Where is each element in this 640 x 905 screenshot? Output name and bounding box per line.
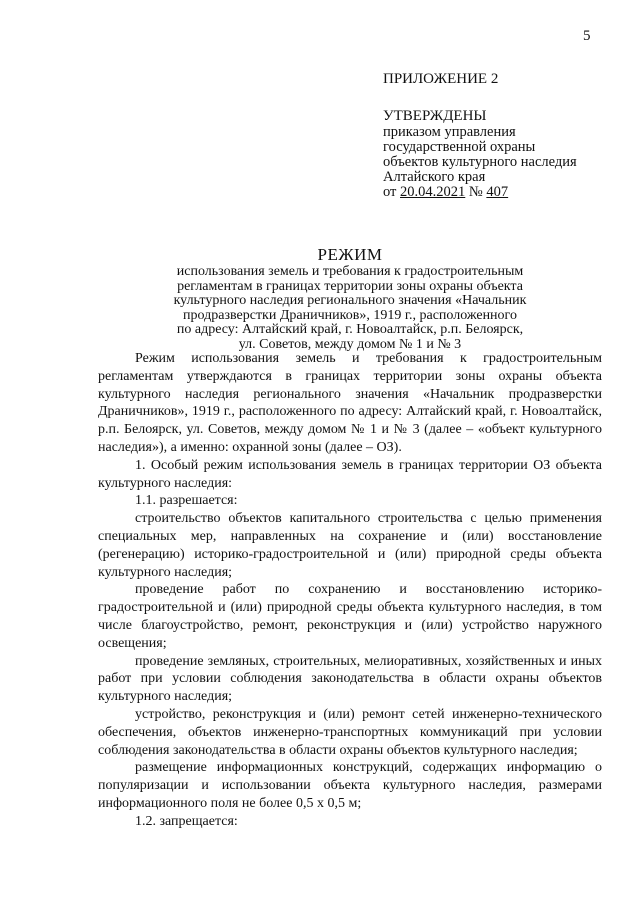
subtitle-line: ул. Советов, между домом № 1 и № 3 <box>238 336 462 352</box>
approval-header <box>383 72 628 200</box>
allowed-item: устройство, реконструкция и (или) ремонт сетей инженерно-технического обеспечения, объектов инженерно-транспортных коммуникаций при условии соблюдения законодательства в области охраны объектов культурного наследия; <box>98 706 602 758</box>
section-1-heading: 1. Особый режим использования земель в границах территории ОЗ объекта культурного наследия: <box>98 457 602 491</box>
subtitle-line: по адресу: Алтайский край, г. Новоалтайск, р.п. Белоярск, <box>176 322 524 337</box>
allowed-item: строительство объектов капитального строительства с целью применения специальных мер, направленных на сохранение и (или) восстановление (регенерацию) историко-градостроительной и (или) природной среды объекта культурного наследия; <box>98 511 602 580</box>
number-prefix: № <box>468 184 483 200</box>
subtitle-line: культурного наследия регионального значения «Начальник <box>173 293 527 308</box>
date-prefix: от <box>383 184 397 200</box>
order-date: 20.04.2021 <box>400 184 466 200</box>
subtitle-line: продразверстки Драничников», 1919 г., расположенного <box>183 307 517 323</box>
document-body <box>98 350 602 831</box>
appendix-label: ПРИЛОЖЕНИЕ 2 <box>383 71 499 87</box>
section-1-2-heading: 1.2. запрещается: <box>135 813 238 829</box>
allowed-item: проведение земляных, строительных, мелиоративных, хозяйственных и иных работ при условии соблюдения законодательства в области охраны объектов культурного наследия; <box>98 653 602 705</box>
allowed-item: размещение информационных конструкций, содержащих информацию о популяризации и использовании объекта культурного наследия, размерами информационного поля не более 0,5 х 0,5 м; <box>98 760 602 811</box>
section-1-1-heading: 1.1. разрешается: <box>135 493 238 509</box>
subtitle-line: использования земель и требования к градостроительным <box>176 264 524 279</box>
issuer-line: Алтайского края <box>383 169 486 185</box>
document-title-block <box>130 245 570 352</box>
intro-paragraph: Режим использования земель и требования к градостроительным регламентам утверждаются в границах территории зоны охраны объекта культурного наследия регионального значения «Начальник продразверстки Драничников», 1919 г., расположенного по адресу: Алтайский край, г. Новоалтайск, р.п. Белоярск, ул. Советов, между домом № 1 и № 3 (далее – «объект культурного наследия»), а именно: охранной зоны (далее – ОЗ). <box>98 351 602 455</box>
subtitle-line: регламентам в границах территории зоны охраны объекта <box>177 278 523 294</box>
approved-label: УТВЕРЖДЕНЫ <box>383 108 487 124</box>
order-date-number <box>383 185 628 200</box>
allowed-item: проведение работ по сохранению и восстановлению историко-градостроительной и (или) природной среды объекта культурного наследия, в том числе благоустройство, ремонт, реконструкция и (или) устройство наружного освещения; <box>98 582 602 651</box>
order-number: 407 <box>486 184 509 200</box>
issuer-line: государственной охраны <box>383 139 536 155</box>
page-number: 5 <box>583 28 591 44</box>
document-title: РЕЖИМ <box>317 245 383 264</box>
issuer-line: объектов культурного наследия <box>383 154 577 170</box>
issuer-line: приказом управления <box>383 124 516 140</box>
